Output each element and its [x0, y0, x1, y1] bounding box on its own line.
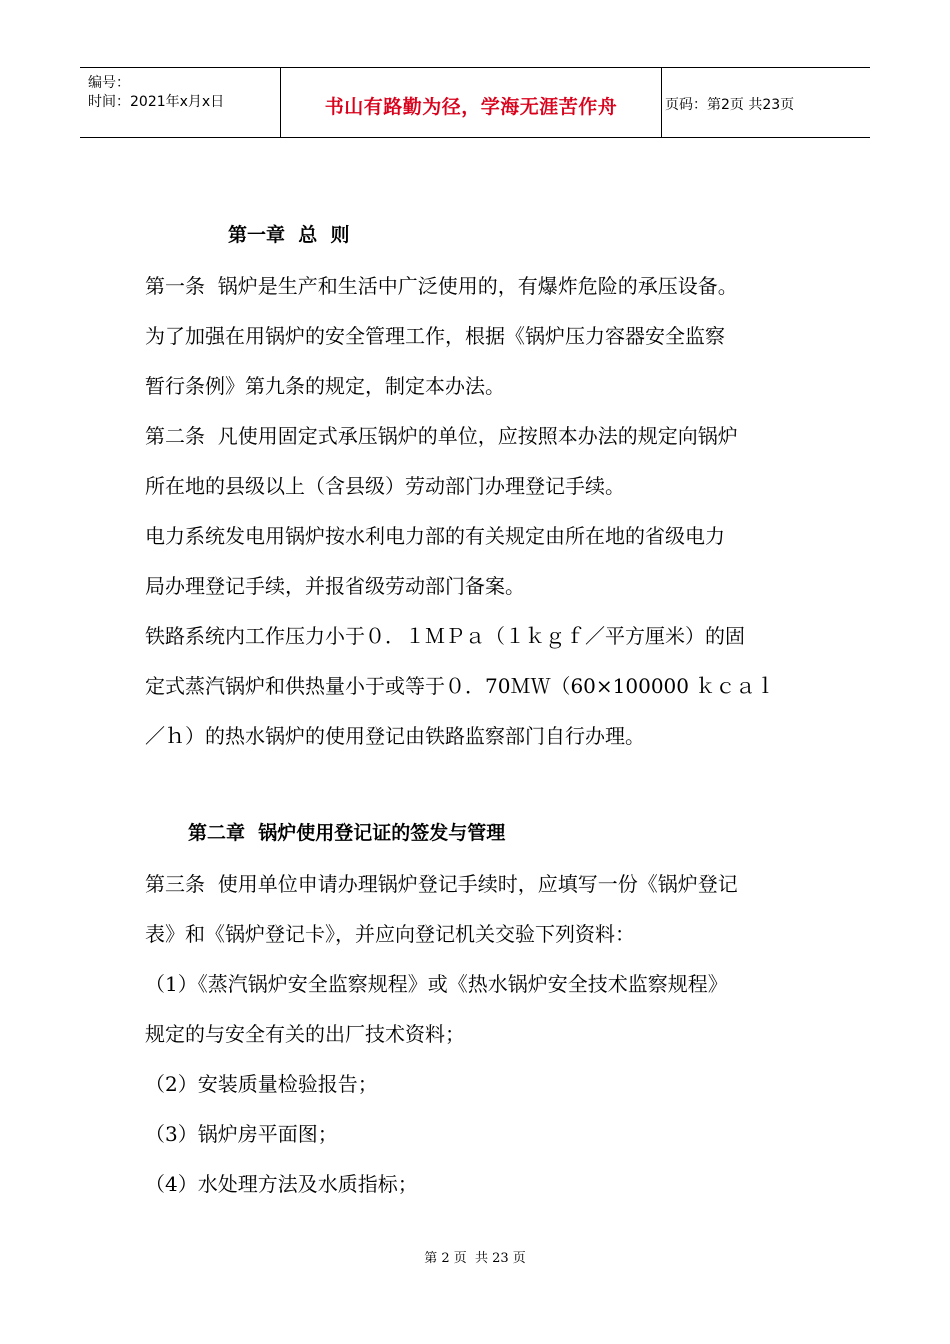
list-item: （4）水处理方法及水质指标； [145, 1172, 418, 1196]
body-line: 局办理登记手续，并报省级劳动部门备案。 [145, 574, 525, 598]
chapter-1-heading: 第一章 总 则 [228, 224, 350, 246]
body-line: 第一条 锅炉是生产和生活中广泛使用的，有爆炸危险的承压设备。 [145, 274, 738, 298]
header-page-info: 页码：第2页 共23页 [665, 97, 795, 113]
page-header [80, 67, 870, 138]
header-middle-cell [281, 68, 662, 137]
body-line: 第三条 使用单位申请办理锅炉登记手续时，应填写一份《锅炉登记 [145, 872, 738, 896]
body-line: 第二条 凡使用固定式承压锅炉的单位，应按照本办法的规定向锅炉 [145, 424, 738, 448]
body-line: 规定的与安全有关的出厂技术资料； [145, 1022, 465, 1046]
body-line: 所在地的县级以上（含县级）劳动部门办理登记手续。 [145, 474, 625, 498]
header-motto: 书山有路勤为径，学海无涯苦作舟 [324, 96, 618, 118]
document-number-label: 编号： [88, 75, 130, 91]
body-line: 为了加强在用锅炉的安全管理工作，根据《锅炉压力容器安全监察 [145, 324, 725, 348]
header-left-cell [80, 68, 281, 137]
body-line: 表》和《锅炉登记卡》，并应向登记机关交验下列资料： [145, 922, 635, 946]
body-line: ／ｈ）的热水锅炉的使用登记由铁路监察部门自行办理。 [145, 724, 645, 748]
chapter-2-heading: 第二章 锅炉使用登记证的签发与管理 [188, 822, 506, 844]
list-item: （2）安装质量检验报告； [145, 1072, 378, 1096]
document-date: 时间：2021年x月x日 [88, 94, 225, 110]
list-item: （1）《蒸汽锅炉安全监察规程》或《热水锅炉安全技术监察规程》 [145, 972, 728, 996]
header-right-cell [662, 68, 870, 137]
page-footer: 第 2 页 共 23 页 [424, 1251, 526, 1266]
body-line: 暂行条例》第九条的规定，制定本办法。 [145, 374, 505, 398]
body-line: 铁路系统内工作压力小于０．１ＭＰａ（１ｋｇｆ／平方厘米）的固 [145, 624, 745, 648]
body-line: 定式蒸汽锅炉和供热量小于或等于０．70ＭＷ（60×100000 ｋｃａｌ [145, 674, 776, 698]
body-line: 电力系统发电用锅炉按水利电力部的有关规定由所在地的省级电力 [145, 524, 725, 548]
list-item: （3）锅炉房平面图； [145, 1122, 338, 1146]
